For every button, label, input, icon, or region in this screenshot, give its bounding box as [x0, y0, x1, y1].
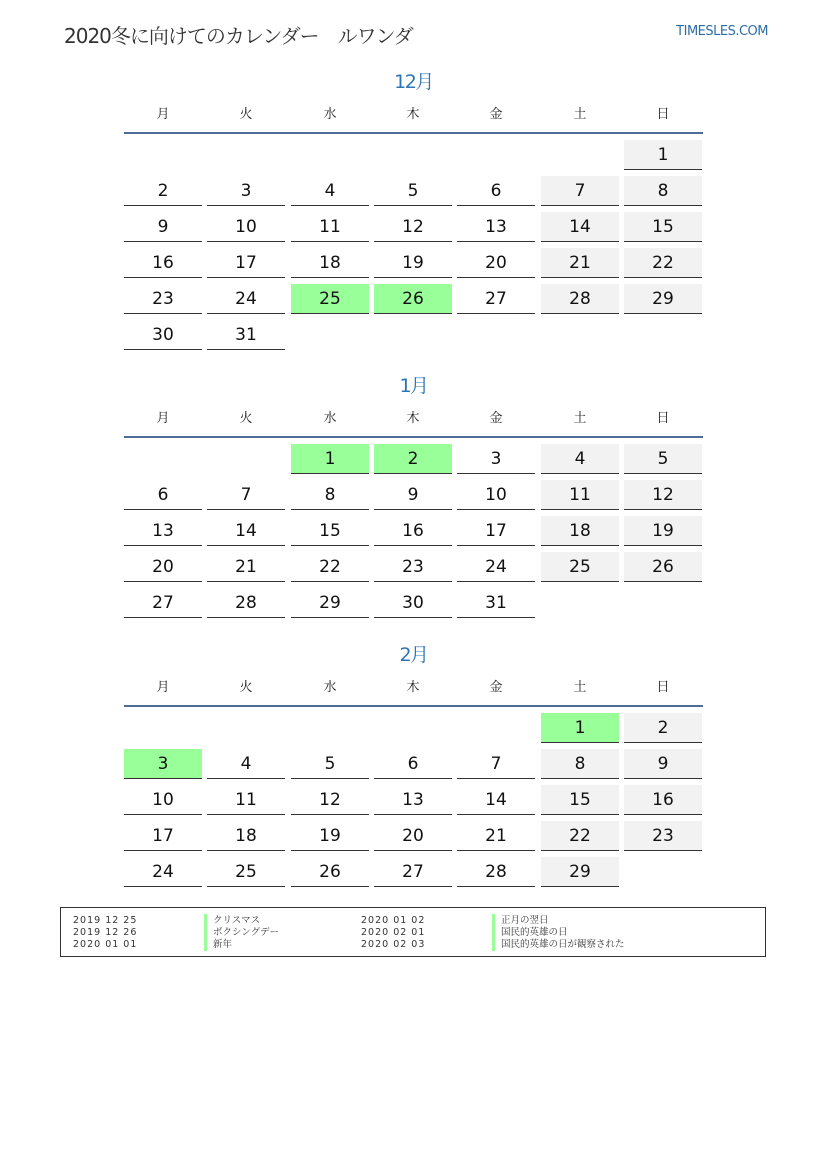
- day-cell: 25: [541, 552, 619, 582]
- weekday-label: 日: [656, 107, 670, 122]
- day-cell: 16: [124, 248, 202, 278]
- day-cell: 28: [207, 588, 285, 618]
- month-calendar-december: [124, 68, 703, 345]
- day-cell: 15: [291, 516, 369, 546]
- day-cell: 28: [541, 284, 619, 314]
- weekday-label: 月: [156, 107, 170, 122]
- day-cell: 6: [124, 480, 202, 510]
- weekday-label: 水: [323, 680, 337, 695]
- day-cell: 7: [541, 176, 619, 206]
- brand-logo[interactable]: TIMESLES.COM: [676, 24, 768, 39]
- weekday-label: 火: [239, 411, 253, 426]
- day-cell: 19: [624, 516, 702, 546]
- weekday-label: 水: [323, 107, 337, 122]
- day-cell: 12: [291, 785, 369, 815]
- day-cell: 5: [374, 176, 452, 206]
- day-cell: 10: [124, 785, 202, 815]
- day-cell: 13: [124, 516, 202, 546]
- day-cell: 6: [457, 176, 535, 206]
- month-title: 2月: [399, 644, 428, 666]
- holiday-day-cell: 1: [541, 713, 619, 743]
- weekday-label: 月: [156, 680, 170, 695]
- weekday-label: 日: [656, 680, 670, 695]
- day-cell: 22: [624, 248, 702, 278]
- day-cell: 12: [374, 212, 452, 242]
- day-cell: 21: [541, 248, 619, 278]
- day-cell: 5: [624, 444, 702, 474]
- weekday-header: [124, 406, 703, 438]
- day-cell: 31: [207, 320, 285, 350]
- month-calendar-january: [124, 372, 703, 613]
- day-cell: 18: [207, 821, 285, 851]
- day-cell: 15: [624, 212, 702, 242]
- weekday-header: [124, 675, 703, 707]
- weekday-label: 木: [406, 107, 420, 122]
- day-cell: 9: [124, 212, 202, 242]
- weekday-label: 土: [573, 680, 587, 695]
- day-cell: 11: [541, 480, 619, 510]
- weekday-header: [124, 102, 703, 134]
- day-cell: 19: [291, 821, 369, 851]
- day-cell: 9: [374, 480, 452, 510]
- day-cell: 8: [291, 480, 369, 510]
- month-title: 12月: [394, 71, 433, 93]
- day-cell: 16: [374, 516, 452, 546]
- day-cell: 11: [207, 785, 285, 815]
- day-cell: 14: [207, 516, 285, 546]
- day-cell: 6: [374, 749, 452, 779]
- day-cell: 9: [624, 749, 702, 779]
- holiday-legend: [60, 907, 766, 957]
- day-cell: 4: [541, 444, 619, 474]
- legend-date: 2019 12 26: [73, 927, 138, 938]
- day-cell: 22: [541, 821, 619, 851]
- day-cell: 28: [457, 857, 535, 887]
- day-cell: 13: [374, 785, 452, 815]
- weekday-label: 金: [489, 107, 503, 122]
- day-cell: 15: [541, 785, 619, 815]
- day-cell: 21: [207, 552, 285, 582]
- day-cell: 14: [457, 785, 535, 815]
- holiday-day-cell: 2: [374, 444, 452, 474]
- weekday-label: 金: [489, 411, 503, 426]
- legend-holiday-name: クリスマス: [204, 914, 260, 927]
- holiday-day-cell: 25: [291, 284, 369, 314]
- day-cell: 18: [291, 248, 369, 278]
- day-cell: 23: [374, 552, 452, 582]
- day-cell: 4: [291, 176, 369, 206]
- day-cell: 19: [374, 248, 452, 278]
- legend-date: 2020 02 01: [361, 927, 426, 938]
- day-cell: 24: [207, 284, 285, 314]
- legend-date: 2019 12 25: [73, 915, 138, 926]
- day-cell: 3: [207, 176, 285, 206]
- holiday-day-cell: 3: [124, 749, 202, 779]
- day-cell: 1: [624, 140, 702, 170]
- legend-date: 2020 02 03: [361, 939, 426, 950]
- day-cell: 18: [541, 516, 619, 546]
- day-cell: 27: [457, 284, 535, 314]
- weekday-label: 日: [656, 411, 670, 426]
- day-cell: 30: [374, 588, 452, 618]
- holiday-day-cell: 26: [374, 284, 452, 314]
- legend-date: 2020 01 02: [361, 915, 426, 926]
- day-cell: 3: [457, 444, 535, 474]
- day-cell: 24: [457, 552, 535, 582]
- legend-holiday-name: 新年: [204, 938, 232, 951]
- day-cell: 29: [291, 588, 369, 618]
- day-cell: 27: [124, 588, 202, 618]
- weekday-label: 木: [406, 411, 420, 426]
- day-cell: 23: [124, 284, 202, 314]
- day-cell: 24: [124, 857, 202, 887]
- day-cell: 29: [624, 284, 702, 314]
- day-cell: 7: [457, 749, 535, 779]
- day-cell: 26: [624, 552, 702, 582]
- day-cell: 17: [124, 821, 202, 851]
- day-cell: 16: [624, 785, 702, 815]
- day-cell: 8: [541, 749, 619, 779]
- day-cell: 20: [374, 821, 452, 851]
- day-cell: 29: [541, 857, 619, 887]
- month-title: 1月: [399, 375, 428, 397]
- weekday-label: 水: [323, 411, 337, 426]
- day-cell: 20: [457, 248, 535, 278]
- day-cell: 17: [457, 516, 535, 546]
- holiday-day-cell: 1: [291, 444, 369, 474]
- day-cell: 22: [291, 552, 369, 582]
- weekday-label: 土: [573, 411, 587, 426]
- day-cell: 7: [207, 480, 285, 510]
- day-cell: 26: [291, 857, 369, 887]
- day-cell: 10: [207, 212, 285, 242]
- day-cell: 27: [374, 857, 452, 887]
- weekday-label: 火: [239, 680, 253, 695]
- legend-holiday-name: ボクシングデー: [204, 926, 279, 939]
- weekday-label: 金: [489, 680, 503, 695]
- legend-holiday-name: 国民的英雄の日: [492, 926, 568, 939]
- weekday-label: 月: [156, 411, 170, 426]
- day-cell: 25: [207, 857, 285, 887]
- day-cell: 4: [207, 749, 285, 779]
- day-cell: 5: [291, 749, 369, 779]
- month-calendar-february: [124, 641, 703, 882]
- day-cell: 31: [457, 588, 535, 618]
- day-cell: 17: [207, 248, 285, 278]
- day-cell: 8: [624, 176, 702, 206]
- day-cell: 30: [124, 320, 202, 350]
- day-cell: 20: [124, 552, 202, 582]
- day-cell: 12: [624, 480, 702, 510]
- day-cell: 13: [457, 212, 535, 242]
- legend-holiday-name: 正月の翌日: [492, 914, 549, 927]
- day-cell: 21: [457, 821, 535, 851]
- weekday-label: 土: [573, 107, 587, 122]
- day-cell: 2: [124, 176, 202, 206]
- page-title: 2020冬に向けてのカレンダー ルワンダ: [64, 24, 413, 48]
- legend-date: 2020 01 01: [73, 939, 138, 950]
- day-cell: 11: [291, 212, 369, 242]
- day-cell: 14: [541, 212, 619, 242]
- day-cell: 10: [457, 480, 535, 510]
- day-cell: 23: [624, 821, 702, 851]
- weekday-label: 木: [406, 680, 420, 695]
- day-cell: 2: [624, 713, 702, 743]
- weekday-label: 火: [239, 107, 253, 122]
- legend-holiday-name: 国民的英雄の日が観察された: [492, 938, 625, 951]
